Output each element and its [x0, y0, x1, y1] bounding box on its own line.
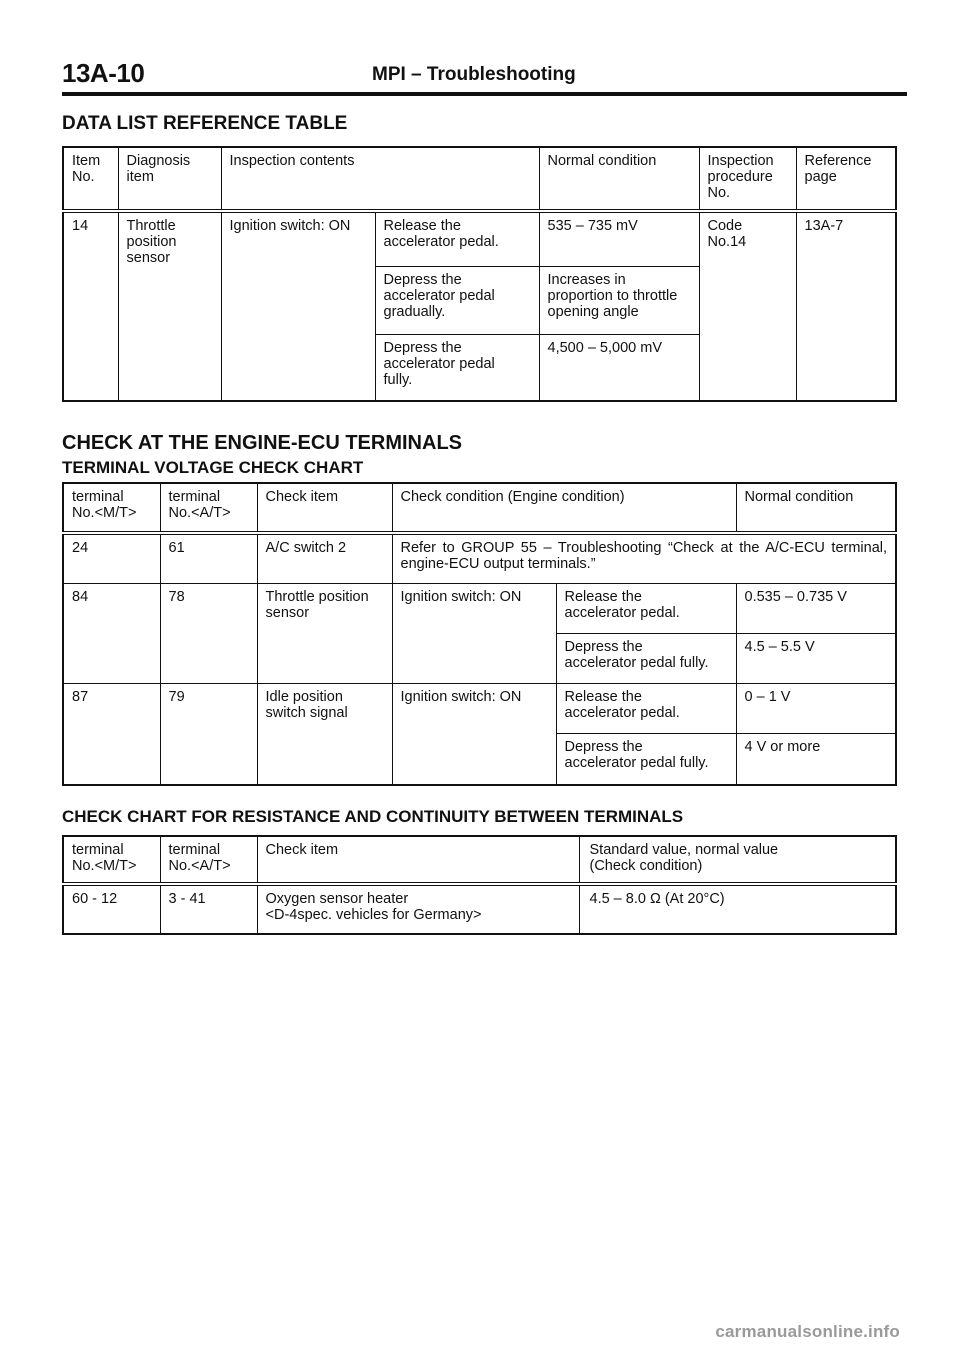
header-normal-condition: Normal condition	[539, 147, 699, 211]
check-item: A/C switch 2	[257, 533, 392, 583]
resistance-table	[62, 835, 897, 935]
terminal-mt: 24	[63, 533, 160, 583]
header-rule	[62, 92, 907, 96]
voltage-check-table	[62, 482, 897, 786]
voltage-row	[63, 683, 896, 733]
header-terminal-mt: terminal No.<M/T>	[63, 483, 160, 533]
data-list-row	[63, 211, 896, 266]
voltage-row	[63, 583, 896, 633]
terminal-mt: 87	[63, 683, 160, 785]
check-condition: Ignition switch: ON	[392, 583, 556, 683]
pedal-action: Depress the accelerator pedal fully.	[556, 633, 736, 683]
page-number: 13A-10	[62, 58, 145, 88]
reference-page: 13A-7	[796, 211, 896, 401]
header-terminal-at: terminal No.<A/T>	[160, 836, 257, 884]
ecu-check-title: CHECK AT THE ENGINE-ECU TERMINALS	[62, 432, 462, 454]
inspection-condition: Ignition switch: ON	[221, 211, 375, 401]
terminal-at: 78	[160, 583, 257, 683]
voltage-header-row	[63, 483, 896, 533]
header-terminal-mt: terminal No.<M/T>	[63, 836, 160, 884]
diagnosis-item: Throttle position sensor	[118, 211, 221, 401]
voltage-chart-title: TERMINAL VOLTAGE CHECK CHART	[62, 458, 364, 477]
voltage-row	[63, 533, 896, 583]
header-check-condition: Check condition (Engine condition)	[392, 483, 736, 533]
watermark: carmanualsonline.info	[715, 1322, 900, 1341]
header-reference-page: Reference page	[796, 147, 896, 211]
header-check-item: Check item	[257, 836, 579, 884]
data-list-table	[62, 146, 897, 402]
terminal-at: 79	[160, 683, 257, 785]
data-list-header-row	[63, 147, 896, 211]
section-title: MPI – Troubleshooting	[372, 64, 576, 85]
check-condition: Ignition switch: ON	[392, 683, 556, 785]
header-standard-value: Standard value, normal value (Check condition)	[579, 836, 896, 884]
inspection-procedure-no: Code No.14	[699, 211, 796, 401]
header-normal-condition: Normal condition	[736, 483, 896, 533]
data-list-title: DATA LIST REFERENCE TABLE	[62, 113, 348, 134]
check-item: Idle position switch signal	[257, 683, 392, 785]
inspection-action: Release the accelerator pedal.	[375, 211, 539, 266]
resistance-chart-title: CHECK CHART FOR RESISTANCE AND CONTINUITY BETWEEN TERMINALS	[62, 807, 684, 826]
header-inspection-contents: Inspection contents	[221, 147, 539, 211]
terminal-mt: 60 - 12	[63, 884, 160, 934]
header-check-item: Check item	[257, 483, 392, 533]
check-item: Throttle position sensor	[257, 583, 392, 683]
normal-value: 4 V or more	[736, 733, 896, 785]
pedal-action: Release the accelerator pedal.	[556, 583, 736, 633]
item-number: 14	[63, 211, 118, 401]
normal-value: 0 – 1 V	[736, 683, 896, 733]
header-diagnosis-item: Diagnosis item	[118, 147, 221, 211]
resistance-row	[63, 884, 896, 934]
pedal-action: Depress the accelerator pedal fully.	[556, 733, 736, 785]
resistance-header-row	[63, 836, 896, 884]
normal-condition: 4,500 – 5,000 mV	[539, 334, 699, 401]
inspection-action: Depress the accelerator pedal gradually.	[375, 266, 539, 334]
terminal-at: 3 - 41	[160, 884, 257, 934]
pedal-action: Release the accelerator pedal.	[556, 683, 736, 733]
normal-condition: Increases in proportion to throttle opening angle	[539, 266, 699, 334]
header-terminal-at: terminal No.<A/T>	[160, 483, 257, 533]
reference-note: Refer to GROUP 55 – Troubleshooting “Check at the A/C-ECU terminal, engine-ECU output terminals.”	[392, 533, 896, 583]
inspection-action: Depress the accelerator pedal fully.	[375, 334, 539, 401]
standard-value: 4.5 – 8.0 Ω (At 20°C)	[579, 884, 896, 934]
normal-condition: 535 – 735 mV	[539, 211, 699, 266]
header-item-no: Item No.	[63, 147, 118, 211]
header-inspection-procedure: Inspection procedure No.	[699, 147, 796, 211]
terminal-mt: 84	[63, 583, 160, 683]
check-item: Oxygen sensor heater <D-4spec. vehicles for Germany>	[257, 884, 579, 934]
normal-value: 0.535 – 0.735 V	[736, 583, 896, 633]
terminal-at: 61	[160, 533, 257, 583]
normal-value: 4.5 – 5.5 V	[736, 633, 896, 683]
